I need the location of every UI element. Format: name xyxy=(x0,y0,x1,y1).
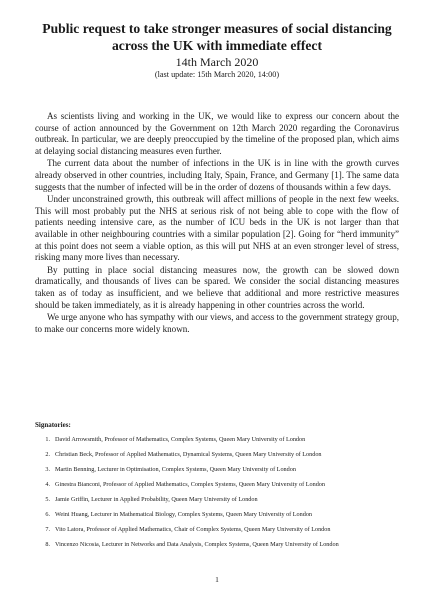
signatory-text: Weini Huang, Lecturer in Mathematical Biology, Complex Systems, Queen Mary University of London xyxy=(55,511,313,518)
paragraph-2: The current data about the number of infections in the UK is in line with the growth curves already observed in other countries, including Italy, Spain, France, and Germany [1]. The same data suggests that the number of infected will be in the order of dozens of thousands within a few days. xyxy=(35,158,399,192)
signatories-list xyxy=(35,436,399,556)
signatory-number: 4. xyxy=(45,481,50,488)
signatory-text: Martin Benning, Lecturer in Optimisation, Complex Systems, Queen Mary University of London xyxy=(55,466,296,473)
signatory-number: 1. xyxy=(45,436,50,443)
signatory-text: David Arrowsmith, Professor of Mathematics, Complex Systems, Queen Mary University of London xyxy=(55,436,306,443)
signatory-text: Ginestra Bianconi, Professor of Applied Mathematics, Complex Systems, Queen Mary University of London xyxy=(55,481,325,488)
paragraph-5: We urge anyone who has sympathy with our views, and access to the government strategy group, to make our concerns more widely known. xyxy=(35,312,399,334)
paragraph-4: By putting in place social distancing measures now, the growth can be slowed down dramatically, and thousands of lives can be spared. We consider the social distancing measures taken as of today as insufficient, and we believe that additional and more restrictive measures should be taken immediately, as it is already happening in other countries across the world. xyxy=(35,264,399,310)
signatory-number: 3. xyxy=(45,466,50,473)
signatory-item xyxy=(35,541,399,549)
signatory-item xyxy=(35,466,399,474)
signatory-number: 7. xyxy=(45,526,50,533)
signatory-number: 8. xyxy=(45,541,50,548)
paragraph-1: As scientists living and working in the UK, we would like to express our concern about the course of action announced by the Government on 12th March 2020 regarding the Coronavirus outbreak. In particular, we are deeply preoccupied by the timeline of the proposed plan, which aims at delaying social distancing measures even further. xyxy=(35,111,399,156)
signatories-heading: Signatories: xyxy=(35,421,71,429)
signatory-number: 5. xyxy=(45,496,50,503)
signatory-number: 6. xyxy=(45,511,50,518)
signatory-item xyxy=(35,496,399,504)
signatory-text: Jamie Griffin, Lecturer in Applied Probability, Queen Mary University of London xyxy=(55,496,258,503)
signatory-text: Vincenzo Nicosia, Lecturer in Networks and Data Analysis, Complex Systems, Queen Mary University of London xyxy=(55,541,339,548)
signatory-text: Christian Beck, Professor of Applied Mathematics, Dynamical Systems, Queen Mary University of London xyxy=(55,451,322,458)
signatory-item xyxy=(35,481,399,489)
document-title: Public request to take stronger measures of social distancing across the UK with immediate effect xyxy=(42,21,392,53)
signatory-item xyxy=(35,451,399,459)
signatory-item xyxy=(35,526,399,534)
signatory-text: Vito Latora, Professor of Applied Mathematics, Chair of Complex Systems, Queen Mary University of London xyxy=(55,526,331,533)
signatory-item xyxy=(35,511,399,519)
letter-body xyxy=(35,111,399,336)
signatory-number: 2. xyxy=(45,451,50,458)
last-update-note: (last update: 15th March 2020, 14:00) xyxy=(154,70,280,79)
page-number: 1 xyxy=(215,575,219,584)
paragraph-3: Under unconstrained growth, this outbreak will affect millions of people in the next few weeks. This will most probably put the NHS at serious risk of not being able to cope with the flow of patients needing intensive care, as the number of ICU beds in the UK is not larger than that available in other neighbouring countries with a similar population [2]. Going for “herd immunity” at this point does not seem a viable option, as this will put NHS at an even stronger level of stress, risking many more lives than necessary. xyxy=(35,194,399,263)
signatory-item xyxy=(35,436,399,444)
document-date: 14th March 2020 xyxy=(175,55,259,69)
